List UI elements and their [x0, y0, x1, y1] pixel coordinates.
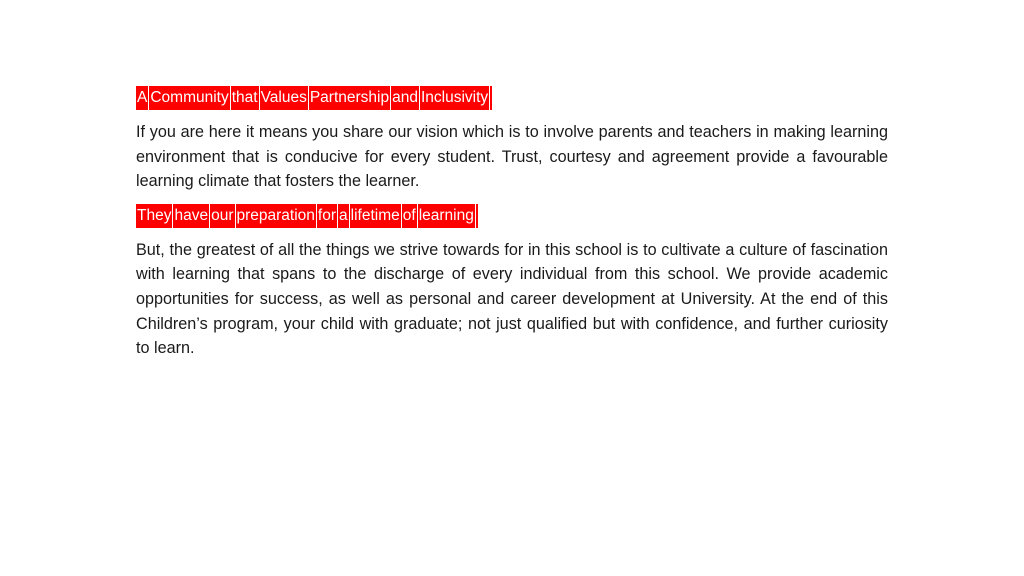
heading-word: have — [174, 204, 210, 228]
heading-word: for — [318, 204, 338, 228]
heading-preparation — [136, 204, 478, 228]
section-community — [136, 86, 888, 194]
heading-word: Partnership — [310, 86, 391, 110]
heading-word: Values — [261, 86, 309, 110]
heading-word: that — [232, 86, 260, 110]
heading-community — [136, 86, 492, 110]
heading-word: Inclusivity — [421, 86, 490, 110]
heading-word: our — [211, 204, 235, 228]
heading-word: They — [137, 204, 173, 228]
heading-word: A — [137, 86, 149, 110]
paragraph-vision: If you are here it means you share our vision which is to involve parents and teachers in making learning environment that is conducive for every student. Trust, courtesy and agreement provide a favourable learning climate that fosters the learner. — [136, 123, 888, 191]
heading-word: learning — [419, 204, 476, 228]
heading-word: and — [392, 86, 420, 110]
heading-word: of — [403, 204, 418, 228]
heading-word: Community — [150, 86, 230, 110]
section-preparation — [136, 204, 888, 361]
content-area — [136, 86, 888, 371]
heading-word: preparation — [237, 204, 317, 228]
heading-word: a — [339, 204, 350, 228]
heading-word: lifetime — [351, 204, 402, 228]
paragraph-culture: But, the greatest of all the things we strive towards for in this school is to cultivate a culture of fascination with learning that spans to the discharge of every individual from this school. We provide academic opportunities for success, as well as personal and career development at University. At the end of this Children’s program, your child with graduate; not just qualified but with confidence, and further curiosity to learn. — [136, 240, 888, 358]
